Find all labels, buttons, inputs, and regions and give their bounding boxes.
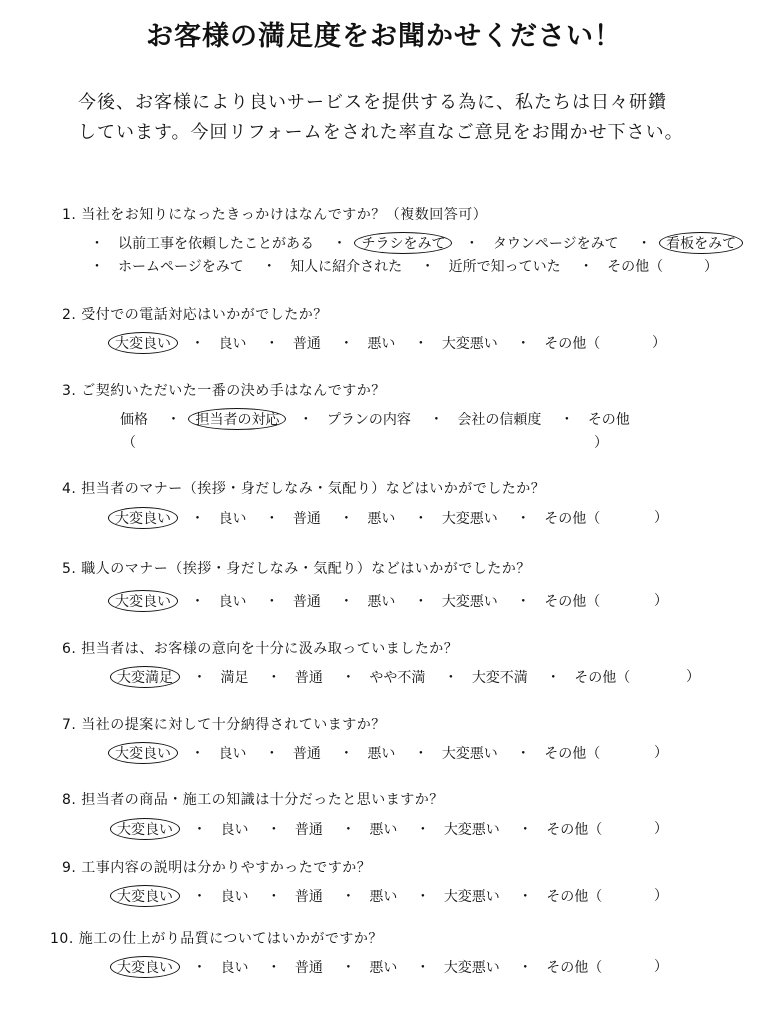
bullet: ・: [341, 822, 356, 838]
option-very-dissatisfied: 大変不満: [471, 670, 528, 686]
option-other: その他（: [546, 960, 603, 976]
option-homepage: ホームページをみて: [118, 259, 244, 275]
option-very-good-circled: 大変良い: [110, 885, 180, 907]
option-good: 良い: [218, 594, 247, 610]
question-7-options: [112, 742, 602, 764]
question-3-open-paren: （: [122, 435, 136, 451]
option-satisfied: 満足: [220, 670, 249, 686]
bullet: ・: [192, 960, 207, 976]
option-bad: 悪い: [367, 746, 396, 762]
question-5-options: [112, 590, 602, 612]
option-other: その他（: [544, 336, 601, 352]
option-normal: 普通: [294, 960, 323, 976]
bullet: ・: [192, 822, 207, 838]
option-good: 良い: [218, 746, 247, 762]
bullet: ・: [413, 594, 428, 610]
question-6: 6. 担当者は、お客様の意向を十分に汲み取っていましたか？: [62, 641, 459, 657]
bullet: ・: [415, 822, 430, 838]
bullet: ・: [579, 259, 594, 275]
question-9: 9. 工事内容の説明は分かりやすかったですか？: [62, 860, 372, 876]
option-bad: 悪い: [367, 594, 396, 610]
question-5-close-paren: ）: [654, 593, 668, 609]
question-5: 5. 職人のマナー（挨拶・身だしなみ・気配り）などはいかがでしたか？: [62, 561, 531, 577]
question-6-options: [114, 666, 632, 688]
bullet: ・: [190, 511, 205, 527]
option-very-good-circled: 大変良い: [110, 818, 180, 840]
question-7-close-paren: ）: [654, 745, 668, 761]
option-very-bad: 大変悪い: [441, 746, 498, 762]
bullet: ・: [190, 594, 205, 610]
bullet: ・: [413, 336, 428, 352]
question-4-close-paren: ）: [654, 510, 668, 526]
bullet: ・: [90, 236, 104, 252]
option-very-good-circled: 大変良い: [108, 590, 178, 612]
bullet: ・: [341, 670, 356, 686]
option-very-bad: 大変悪い: [441, 336, 498, 352]
option-bad: 悪い: [369, 822, 398, 838]
bullet: ・: [192, 889, 207, 905]
bullet: ・: [637, 236, 652, 252]
option-referral: 知人に紹介された: [290, 259, 403, 275]
option-somewhat-dissatisfied: やや不満: [369, 670, 426, 686]
bullet: ・: [264, 336, 279, 352]
question-1-options-row-1: [90, 232, 739, 254]
option-normal: 普通: [294, 670, 323, 686]
bullet: ・: [443, 670, 458, 686]
option-very-bad: 大変悪い: [443, 960, 500, 976]
bullet: ・: [190, 746, 205, 762]
question-10: 10. 施工の仕上がり品質についてはいかがですか？: [50, 931, 383, 947]
option-flyer-circled: チラシをみて: [354, 232, 452, 254]
question-4-options: [112, 507, 602, 529]
bullet: ・: [516, 746, 531, 762]
option-previous-work: 以前工事を依頼したことがある: [118, 236, 314, 252]
bullet: ・: [262, 259, 277, 275]
bullet: ・: [518, 889, 533, 905]
bullet: ・: [518, 960, 533, 976]
bullet: ・: [516, 511, 531, 527]
bullet: ・: [413, 511, 428, 527]
option-very-good-circled: 大変良い: [108, 742, 178, 764]
bullet: ・: [546, 670, 561, 686]
option-townpage: タウンページをみて: [492, 236, 619, 252]
option-very-satisfied-circled: 大変満足: [110, 666, 180, 688]
option-price: 価格: [120, 412, 148, 428]
bullet: ・: [339, 594, 354, 610]
option-bad: 悪い: [367, 336, 396, 352]
question-10-options: [114, 956, 604, 978]
option-normal: 普通: [292, 594, 321, 610]
bullet: ・: [192, 670, 207, 686]
question-1-close-paren: ）: [704, 259, 718, 275]
question-3: 3. ご契約いただいた一番の決め手はなんですか？: [62, 383, 386, 399]
bullet: ・: [516, 336, 531, 352]
bullet: ・: [518, 822, 533, 838]
question-9-close-paren: ）: [654, 888, 668, 904]
option-normal: 普通: [294, 822, 323, 838]
option-normal: 普通: [292, 746, 321, 762]
bullet: ・: [415, 889, 430, 905]
option-bad: 悪い: [369, 960, 398, 976]
bullet: ・: [516, 594, 531, 610]
bullet: ・: [266, 960, 281, 976]
question-8-close-paren: ）: [654, 821, 668, 837]
bullet: ・: [559, 412, 574, 428]
option-other: その他（: [544, 511, 601, 527]
bullet: ・: [339, 336, 354, 352]
option-very-bad: 大変悪い: [443, 889, 500, 905]
option-very-bad: 大変悪い: [441, 511, 498, 527]
question-2: 2. 受付での電話対応はいかがでしたか？: [62, 307, 328, 323]
option-plan-content: プランの内容: [326, 412, 411, 428]
bullet: ・: [298, 412, 313, 428]
question-7: 7. 当社の提案に対して十分納得されていますか？: [62, 717, 386, 733]
question-8-options: [114, 818, 604, 840]
bullet: ・: [339, 746, 354, 762]
intro-line-1: 今後、お客様により良いサービスを提供する為に、私たちは日々研鑽: [78, 92, 667, 113]
intro-line-2: しています。今回リフォームをされた率直なご意見をお聞かせ下さい。: [78, 122, 684, 143]
bullet: ・: [341, 889, 356, 905]
option-very-good-circled: 大変良い: [108, 332, 178, 354]
option-other: その他: [587, 412, 630, 428]
bullet: ・: [264, 511, 279, 527]
bullet: ・: [264, 594, 279, 610]
option-other: その他（: [546, 822, 603, 838]
option-company-trust: 会社の信頼度: [457, 412, 542, 428]
option-staff-response-circled: 担当者の対応: [188, 408, 286, 430]
option-very-bad: 大変悪い: [441, 594, 498, 610]
bullet: ・: [420, 259, 435, 275]
question-9-options: [114, 885, 604, 907]
option-good: 良い: [218, 511, 247, 527]
bullet: ・: [332, 236, 347, 252]
bullet: ・: [190, 336, 205, 352]
option-normal: 普通: [292, 511, 321, 527]
question-1: 1. 当社をお知りになったきっかけはなんですか？（複数回答可）: [62, 207, 488, 223]
option-neighbor: 近所で知っていた: [448, 259, 561, 275]
question-3-close-paren: ）: [594, 435, 608, 451]
question-8: 8. 担当者の商品・施工の知識は十分だったと思いますか？: [62, 792, 444, 808]
option-very-good-circled: 大変良い: [110, 956, 180, 978]
option-good: 良い: [220, 822, 249, 838]
question-1-options-row-2: [90, 256, 665, 276]
option-good: 良い: [220, 889, 249, 905]
question-2-options: [112, 332, 602, 354]
question-3-options: [118, 408, 632, 430]
bullet: ・: [429, 412, 444, 428]
question-4: 4. 担当者のマナー（挨拶・身だしなみ・気配り）などはいかがでしたか？: [62, 481, 546, 497]
bullet: ・: [266, 670, 281, 686]
option-other: その他（: [544, 746, 601, 762]
bullet: ・: [266, 889, 281, 905]
question-10-close-paren: ）: [654, 959, 668, 975]
option-other: その他（: [574, 670, 631, 686]
option-other: その他（: [607, 259, 664, 275]
option-good: 良い: [218, 336, 247, 352]
page-title: お客様の満足度をお聞かせください！: [146, 21, 622, 52]
bullet: ・: [264, 746, 279, 762]
option-signboard-circled: 看板をみて: [659, 232, 743, 254]
option-very-good-circled: 大変良い: [108, 507, 178, 529]
option-other: その他（: [546, 889, 603, 905]
question-6-close-paren: ）: [686, 669, 700, 685]
option-normal: 普通: [294, 889, 323, 905]
bullet: ・: [341, 960, 356, 976]
bullet: ・: [90, 259, 104, 275]
option-very-bad: 大変悪い: [443, 822, 500, 838]
option-bad: 悪い: [367, 511, 396, 527]
option-other: その他（: [544, 594, 601, 610]
option-bad: 悪い: [369, 889, 398, 905]
bullet: ・: [415, 960, 430, 976]
bullet: ・: [266, 822, 281, 838]
bullet: ・: [413, 746, 428, 762]
option-normal: 普通: [292, 336, 321, 352]
option-good: 良い: [220, 960, 249, 976]
bullet: ・: [166, 412, 181, 428]
question-2-close-paren: ）: [652, 335, 666, 351]
bullet: ・: [464, 236, 479, 252]
bullet: ・: [339, 511, 354, 527]
